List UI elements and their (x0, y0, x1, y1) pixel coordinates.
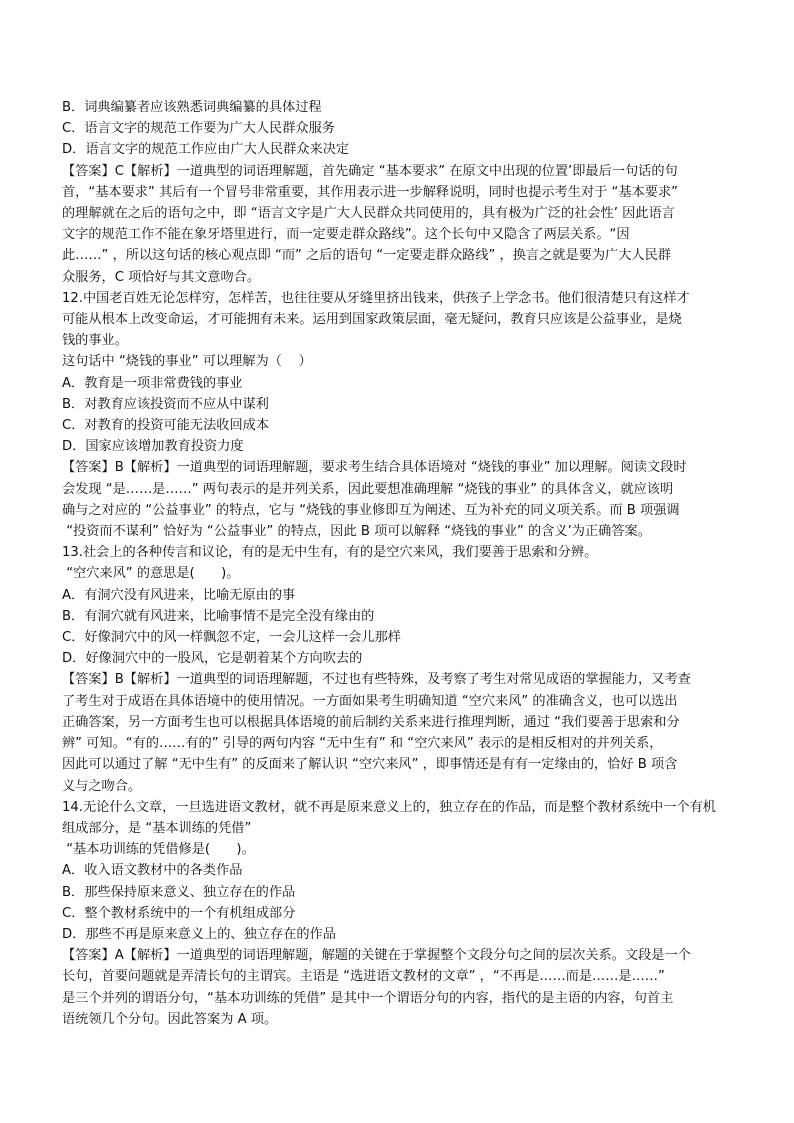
text-line: 辨” 可知。“有的……有的” 引导的两句内容 “无中生有” 和 “空穴来风” 表示的是相反相对的并列关系， (62, 736, 663, 752)
text-line: “空穴来风” 的意思是( )。 (62, 566, 240, 582)
text-line: 13.社会上的各种传言和议论，有的是无中生有，有的是空穴来风，我们要善于思索和分辨。 (62, 545, 598, 561)
text-line: C．整个教材系统中的一个有机组成部分 (62, 905, 296, 921)
text-line: 这句话中 “烧钱的事业” 可以理解为（ ） (62, 354, 312, 370)
text-line: 此……” ，所以这句话的核心观点即 “而” 之后的语句 “一定要走群众路线” ，换言之就是要为广大人民群 (62, 248, 671, 264)
text-line: D．语言文字的规范工作应由广大人民群众来决定 (62, 142, 350, 158)
text-line: 因此可以通过了解 “无中生有” 的反面来了解认识 “空穴来风” ，即事情还是有有一定缘由的，恰好 B 项含 (62, 757, 678, 773)
text-line: D．那些不再是原来意义上的、独立存在的作品 (62, 926, 336, 942)
text-line: “基本功训练的凭借修是( )。 (62, 842, 255, 858)
text-line: C．好像洞穴中的风一样飘忽不定，一会儿这样一会儿那样 (62, 630, 401, 646)
text-line: 钱的事业。 (62, 333, 128, 349)
text-line: 【答案】C【解析】一道典型的词语理解题，首先确定 “基本要求” 在原文中出现的位置’即最后一句话的句 (62, 163, 678, 179)
text-line: D．好像洞穴中的一股风，它是朝着某个方向吹去的 (62, 651, 363, 667)
text-line: 文字的规范工作不能在象牙塔里进行，而一定要走群众路线”。这个长句中又隐含了两层关系。“因 (62, 227, 630, 243)
text-line: A．有洞穴没有风进来，比喻无原由的事 (62, 587, 296, 603)
text-line: B．对教育应该投资而不应从中谋利 (62, 396, 269, 412)
text-line: 【答案】A【解析】一道典型的词语理解题，解题的关键在于掌握整个文段分句之间的层次关系。文段是一个 (62, 948, 691, 964)
text-line: B．有洞穴就有风进来，比喻事情不是完全没有缘由的 (62, 608, 375, 624)
text-line: 众服务，C 项恰好与其文意吻合。 (62, 269, 261, 285)
text-line: D．国家应该增加教育投资力度 (62, 439, 244, 455)
text-line: 义与之吻合。 (62, 778, 142, 794)
text-line: A．收入语文教材中的各类作品 (62, 863, 243, 879)
text-line: 【答案】B【解析】一道典型的词语理解题，要求考生结合具体语境对 “烧钱的事业” 加以理解。阅读文段时 (62, 460, 687, 476)
text-line: C．语言文字的规范工作要为广大人民群众服务 (62, 121, 335, 137)
text-line: B．词典编纂者应该熟悉词典编纂的具体过程 (62, 100, 322, 115)
text-line: C．对教育的投资可能无法收回成本 (62, 418, 270, 434)
text-line: 可能从根本上改变命运，才可能拥有未来。运用到国家政策层面，毫无疑问，教育只应该是公益事业，是烧 (62, 312, 682, 328)
text-line: 确与之对应的 “公益事业” 的特点，它与 “烧钱的事业修即互为阐述、互为补充的同义项关系。而 B 项强调 (62, 502, 680, 518)
text-line: 14.无论什么文章，一旦选进语文教材，就不再是原来意义上的，独立存在的作品，而是整个教材系统中一个有机 (62, 799, 716, 815)
text-line: 长句，首要问题就是弄清长句的主谓宾。主语是 “选进语文教材的文章” ，“不再是……而是……是……” (62, 969, 665, 985)
text-line: 了考生对于成语在具体语境中的使用情况。一方面如果考生明确知道 “空穴来风” 的准确含义，也可以选出 (62, 693, 678, 709)
text-line: 是三个并列的谓语分句，“基本功训练的凭借” 是其中一个谓语分句的内容，指代的是主语的内容，句首主 (62, 990, 674, 1006)
text-line: 首，“基本要求” 其后有一个冒号非常重要，其作用表示进一步解释说明，同时也提示考生对于 “基本要求” (62, 184, 678, 200)
text-line: 会发现 “是……是……” 两句表示的是并列关系，因此要想准确理解 “烧钱的事业” 的具体含义，就应该明 (62, 481, 674, 497)
text-line: A．教育是一项非常费钱的事业 (62, 375, 243, 391)
text-line: 12.中国老百姓无论怎样穷，怎样苦，也往往要从牙缝里挤出钱来，供孩子上学念书。他们很清楚只有这样才 (62, 290, 690, 306)
text-line: 正确答案，另一方面考生也可以根据具体语境的前后制约关系来进行推理判断，通过 “我们要善于思索和分 (62, 714, 680, 730)
text-line: “投资而不谋利” 恰好为 “公益事业” 的特点，因此 B 项可以解释 “烧钱的事业” 的含义’为正确答案。 (62, 524, 651, 540)
document-page (62, 97, 734, 1030)
text-line: 组成部分，是 “基本训练的凭借” (62, 820, 252, 836)
text-line: 【答案】B【解析】一道典型的词语理解题，不过也有些特殊，及考察了考生对常见成语的掌握能力，又考查 (62, 672, 691, 688)
text-line: B．那些保持原来意义、独立存在的作品 (62, 884, 296, 900)
text-line: 的理解就在之后的语句之中，即 “语言文字是广大人民群众共同使用的，具有极为广泛的社会性’ 因此语言 (62, 206, 675, 222)
text-line: 语统领几个分句。因此答案为 A 项。 (62, 1011, 278, 1027)
